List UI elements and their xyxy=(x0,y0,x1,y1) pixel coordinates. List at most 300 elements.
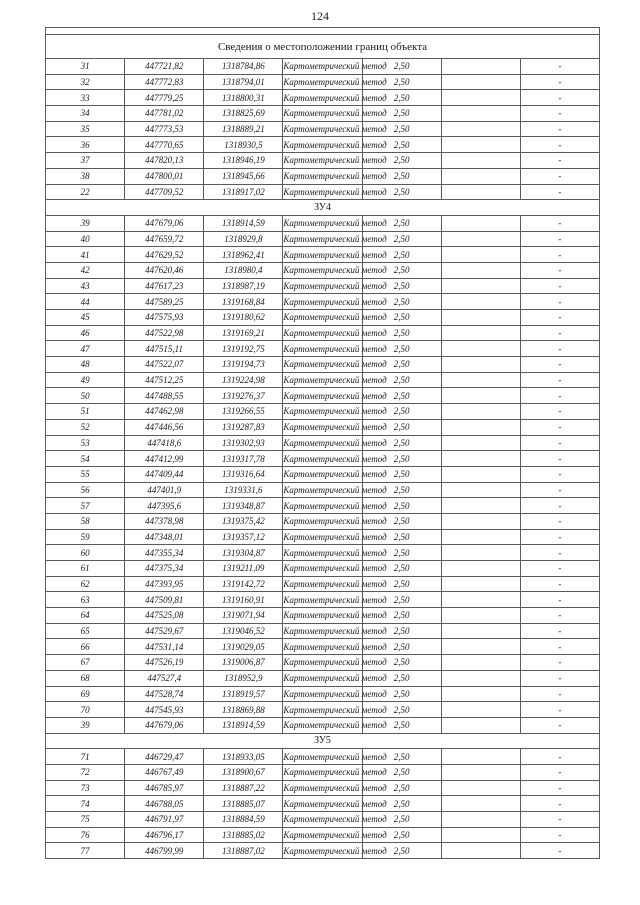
precision-cell: 2,50 xyxy=(362,702,441,718)
description-cell: - xyxy=(520,608,599,624)
table-row xyxy=(46,325,600,341)
method-cell: Картометрический метод xyxy=(283,168,362,184)
x-coordinate-cell: 446729,47 xyxy=(125,749,204,765)
y-coordinate-cell: 1319375,42 xyxy=(204,513,283,529)
x-coordinate-cell: 447531,14 xyxy=(125,639,204,655)
x-coordinate-cell: 447781,02 xyxy=(125,106,204,122)
point-number-cell: 40 xyxy=(46,231,125,247)
x-coordinate-cell: 447395,6 xyxy=(125,498,204,514)
empty-cell xyxy=(441,670,520,686)
point-number-cell: 66 xyxy=(46,639,125,655)
precision-cell: 2,50 xyxy=(362,106,441,122)
empty-cell xyxy=(441,184,520,200)
table-row xyxy=(46,702,600,718)
empty-cell xyxy=(441,435,520,451)
table-row xyxy=(46,529,600,545)
description-cell: - xyxy=(520,780,599,796)
point-number-cell: 53 xyxy=(46,435,125,451)
table-row xyxy=(46,404,600,420)
x-coordinate-cell: 447488,55 xyxy=(125,388,204,404)
point-number-cell: 32 xyxy=(46,74,125,90)
empty-cell xyxy=(441,780,520,796)
table-row xyxy=(46,231,600,247)
y-coordinate-cell: 1319331,6 xyxy=(204,482,283,498)
description-cell: - xyxy=(520,278,599,294)
description-cell: - xyxy=(520,262,599,278)
y-coordinate-cell: 1318900,67 xyxy=(204,764,283,780)
description-cell: - xyxy=(520,451,599,467)
method-cell: Картометрический метод xyxy=(283,545,362,561)
y-coordinate-cell: 1319266,55 xyxy=(204,404,283,420)
precision-cell: 2,50 xyxy=(362,310,441,326)
method-cell: Картометрический метод xyxy=(283,780,362,796)
point-number-cell: 34 xyxy=(46,106,125,122)
y-coordinate-cell: 1319169,21 xyxy=(204,325,283,341)
y-coordinate-cell: 1319142,72 xyxy=(204,576,283,592)
x-coordinate-cell: 447528,74 xyxy=(125,686,204,702)
precision-cell: 2,50 xyxy=(362,121,441,137)
x-coordinate-cell: 446799,99 xyxy=(125,843,204,859)
table-row xyxy=(46,498,600,514)
x-coordinate-cell: 447773,53 xyxy=(125,121,204,137)
empty-cell xyxy=(441,247,520,263)
point-number-cell: 55 xyxy=(46,466,125,482)
precision-cell: 2,50 xyxy=(362,482,441,498)
y-coordinate-cell: 1318887,02 xyxy=(204,843,283,859)
x-coordinate-cell: 447545,93 xyxy=(125,702,204,718)
description-cell: - xyxy=(520,168,599,184)
description-cell: - xyxy=(520,59,599,75)
table-row xyxy=(46,215,600,231)
method-cell: Картометрический метод xyxy=(283,812,362,828)
empty-cell xyxy=(441,153,520,169)
method-cell: Картометрический метод xyxy=(283,498,362,514)
point-number-cell: 51 xyxy=(46,404,125,420)
description-cell: - xyxy=(520,749,599,765)
empty-cell xyxy=(441,545,520,561)
method-cell: Картометрический метод xyxy=(283,137,362,153)
x-coordinate-cell: 446796,17 xyxy=(125,827,204,843)
y-coordinate-cell: 1319192,75 xyxy=(204,341,283,357)
y-coordinate-cell: 1318784,86 xyxy=(204,59,283,75)
table-row xyxy=(46,812,600,828)
description-cell: - xyxy=(520,341,599,357)
x-coordinate-cell: 447589,25 xyxy=(125,294,204,310)
description-cell: - xyxy=(520,827,599,843)
empty-cell xyxy=(441,529,520,545)
method-cell: Картометрический метод xyxy=(283,655,362,671)
table-row xyxy=(46,655,600,671)
point-number-cell: 43 xyxy=(46,278,125,294)
precision-cell: 2,50 xyxy=(362,262,441,278)
precision-cell: 2,50 xyxy=(362,74,441,90)
table-body xyxy=(46,28,600,859)
table-row xyxy=(46,513,600,529)
method-cell: Картометрический метод xyxy=(283,451,362,467)
y-coordinate-cell: 1318946,19 xyxy=(204,153,283,169)
method-cell: Картометрический метод xyxy=(283,670,362,686)
precision-cell: 2,50 xyxy=(362,388,441,404)
method-cell: Картометрический метод xyxy=(283,184,362,200)
empty-cell xyxy=(441,655,520,671)
method-cell: Картометрический метод xyxy=(283,404,362,420)
empty-cell xyxy=(441,451,520,467)
point-number-cell: 67 xyxy=(46,655,125,671)
table-row xyxy=(46,341,600,357)
empty-cell xyxy=(441,419,520,435)
empty-cell xyxy=(441,764,520,780)
y-coordinate-cell: 1319194,73 xyxy=(204,357,283,373)
y-coordinate-cell: 1318917,02 xyxy=(204,184,283,200)
precision-cell: 2,50 xyxy=(362,561,441,577)
description-cell: - xyxy=(520,545,599,561)
method-cell: Картометрический метод xyxy=(283,231,362,247)
table-row xyxy=(46,90,600,106)
table-row xyxy=(46,717,600,733)
table-row xyxy=(46,388,600,404)
table-top-border-row xyxy=(46,28,600,35)
table-row xyxy=(46,419,600,435)
method-cell: Картометрический метод xyxy=(283,59,362,75)
description-cell: - xyxy=(520,247,599,263)
y-coordinate-cell: 1318929,8 xyxy=(204,231,283,247)
y-coordinate-cell: 1318980,4 xyxy=(204,262,283,278)
description-cell: - xyxy=(520,529,599,545)
empty-cell xyxy=(441,215,520,231)
table-row xyxy=(46,764,600,780)
point-number-cell: 50 xyxy=(46,388,125,404)
description-cell: - xyxy=(520,388,599,404)
point-number-cell: 73 xyxy=(46,780,125,796)
empty-cell xyxy=(441,639,520,655)
table-row xyxy=(46,262,600,278)
precision-cell: 2,50 xyxy=(362,341,441,357)
precision-cell: 2,50 xyxy=(362,153,441,169)
table-row xyxy=(46,608,600,624)
x-coordinate-cell: 447800,01 xyxy=(125,168,204,184)
method-cell: Картометрический метод xyxy=(283,106,362,122)
y-coordinate-cell: 1319160,91 xyxy=(204,592,283,608)
method-cell: Картометрический метод xyxy=(283,827,362,843)
precision-cell: 2,50 xyxy=(362,780,441,796)
empty-cell xyxy=(441,325,520,341)
point-number-cell: 58 xyxy=(46,513,125,529)
y-coordinate-cell: 1319317,78 xyxy=(204,451,283,467)
y-coordinate-cell: 1318919,57 xyxy=(204,686,283,702)
empty-cell xyxy=(441,278,520,294)
description-cell: - xyxy=(520,670,599,686)
empty-cell xyxy=(441,561,520,577)
x-coordinate-cell: 447721,82 xyxy=(125,59,204,75)
x-coordinate-cell: 447679,06 xyxy=(125,215,204,231)
precision-cell: 2,50 xyxy=(362,655,441,671)
x-coordinate-cell: 447446,56 xyxy=(125,419,204,435)
empty-cell xyxy=(441,749,520,765)
y-coordinate-cell: 1318889,21 xyxy=(204,121,283,137)
empty-cell xyxy=(441,812,520,828)
method-cell: Картометрический метод xyxy=(283,529,362,545)
point-number-cell: 62 xyxy=(46,576,125,592)
y-coordinate-cell: 1318885,07 xyxy=(204,796,283,812)
y-coordinate-cell: 1319180,62 xyxy=(204,310,283,326)
precision-cell: 2,50 xyxy=(362,812,441,828)
y-coordinate-cell: 1318952,9 xyxy=(204,670,283,686)
description-cell: - xyxy=(520,325,599,341)
description-cell: - xyxy=(520,592,599,608)
precision-cell: 2,50 xyxy=(362,404,441,420)
table-row xyxy=(46,184,600,200)
point-number-cell: 47 xyxy=(46,341,125,357)
table-row xyxy=(46,357,600,373)
y-coordinate-cell: 1318887,22 xyxy=(204,780,283,796)
x-coordinate-cell: 447348,01 xyxy=(125,529,204,545)
precision-cell: 2,50 xyxy=(362,294,441,310)
table-row xyxy=(46,686,600,702)
boundary-coordinates-table xyxy=(45,27,600,859)
empty-cell xyxy=(441,168,520,184)
description-cell: - xyxy=(520,764,599,780)
point-number-cell: 74 xyxy=(46,796,125,812)
empty-cell xyxy=(441,482,520,498)
y-coordinate-cell: 1319348,87 xyxy=(204,498,283,514)
x-coordinate-cell: 447418,6 xyxy=(125,435,204,451)
table-row xyxy=(46,466,600,482)
y-coordinate-cell: 1319029,05 xyxy=(204,639,283,655)
table-row xyxy=(46,278,600,294)
x-coordinate-cell: 447355,34 xyxy=(125,545,204,561)
point-number-cell: 70 xyxy=(46,702,125,718)
y-coordinate-cell: 1318962,41 xyxy=(204,247,283,263)
y-coordinate-cell: 1318930,5 xyxy=(204,137,283,153)
y-coordinate-cell: 1319168,84 xyxy=(204,294,283,310)
point-number-cell: 41 xyxy=(46,247,125,263)
empty-cell xyxy=(441,623,520,639)
description-cell: - xyxy=(520,310,599,326)
precision-cell: 2,50 xyxy=(362,278,441,294)
empty-cell xyxy=(441,513,520,529)
method-cell: Картометрический метод xyxy=(283,796,362,812)
point-number-cell: 54 xyxy=(46,451,125,467)
top-spacer-cell xyxy=(46,28,600,35)
empty-cell xyxy=(441,608,520,624)
precision-cell: 2,50 xyxy=(362,325,441,341)
x-coordinate-cell: 447527,4 xyxy=(125,670,204,686)
table-row xyxy=(46,749,600,765)
x-coordinate-cell: 447772,83 xyxy=(125,74,204,90)
point-number-cell: 39 xyxy=(46,215,125,231)
precision-cell: 2,50 xyxy=(362,168,441,184)
table-row xyxy=(46,561,600,577)
precision-cell: 2,50 xyxy=(362,576,441,592)
method-cell: Картометрический метод xyxy=(283,247,362,263)
method-cell: Картометрический метод xyxy=(283,482,362,498)
description-cell: - xyxy=(520,184,599,200)
table-row xyxy=(46,168,600,184)
y-coordinate-cell: 1319276,37 xyxy=(204,388,283,404)
empty-cell xyxy=(441,310,520,326)
point-number-cell: 44 xyxy=(46,294,125,310)
empty-cell xyxy=(441,388,520,404)
x-coordinate-cell: 447522,98 xyxy=(125,325,204,341)
precision-cell: 2,50 xyxy=(362,419,441,435)
precision-cell: 2,50 xyxy=(362,90,441,106)
precision-cell: 2,50 xyxy=(362,498,441,514)
y-coordinate-cell: 1319302,93 xyxy=(204,435,283,451)
table-row xyxy=(46,137,600,153)
description-cell: - xyxy=(520,74,599,90)
description-cell: - xyxy=(520,513,599,529)
empty-cell xyxy=(441,717,520,733)
table-row xyxy=(46,780,600,796)
precision-cell: 2,50 xyxy=(362,749,441,765)
point-number-cell: 77 xyxy=(46,843,125,859)
precision-cell: 2,50 xyxy=(362,827,441,843)
description-cell: - xyxy=(520,498,599,514)
x-coordinate-cell: 447526,19 xyxy=(125,655,204,671)
x-coordinate-cell: 447529,67 xyxy=(125,623,204,639)
empty-cell xyxy=(441,106,520,122)
empty-cell xyxy=(441,372,520,388)
method-cell: Картометрический метод xyxy=(283,435,362,451)
table-row xyxy=(46,121,600,137)
table-row xyxy=(46,294,600,310)
description-cell: - xyxy=(520,153,599,169)
table-row xyxy=(46,74,600,90)
precision-cell: 2,50 xyxy=(362,764,441,780)
point-number-cell: 72 xyxy=(46,764,125,780)
point-number-cell: 48 xyxy=(46,357,125,373)
x-coordinate-cell: 447515,11 xyxy=(125,341,204,357)
table-row xyxy=(46,827,600,843)
method-cell: Картометрический метод xyxy=(283,843,362,859)
point-number-cell: 33 xyxy=(46,90,125,106)
x-coordinate-cell: 447779,25 xyxy=(125,90,204,106)
description-cell: - xyxy=(520,482,599,498)
precision-cell: 2,50 xyxy=(362,231,441,247)
x-coordinate-cell: 447617,23 xyxy=(125,278,204,294)
method-cell: Картометрический метод xyxy=(283,310,362,326)
x-coordinate-cell: 447409,44 xyxy=(125,466,204,482)
x-coordinate-cell: 447770,65 xyxy=(125,137,204,153)
precision-cell: 2,50 xyxy=(362,592,441,608)
y-coordinate-cell: 1319316,64 xyxy=(204,466,283,482)
method-cell: Картометрический метод xyxy=(283,74,362,90)
precision-cell: 2,50 xyxy=(362,247,441,263)
description-cell: - xyxy=(520,231,599,247)
description-cell: - xyxy=(520,655,599,671)
point-number-cell: 52 xyxy=(46,419,125,435)
empty-cell xyxy=(441,231,520,247)
precision-cell: 2,50 xyxy=(362,184,441,200)
description-cell: - xyxy=(520,357,599,373)
point-number-cell: 42 xyxy=(46,262,125,278)
description-cell: - xyxy=(520,702,599,718)
precision-cell: 2,50 xyxy=(362,137,441,153)
method-cell: Картометрический метод xyxy=(283,513,362,529)
precision-cell: 2,50 xyxy=(362,639,441,655)
precision-cell: 2,50 xyxy=(362,796,441,812)
method-cell: Картометрический метод xyxy=(283,153,362,169)
section-header-row xyxy=(46,733,600,749)
method-cell: Картометрический метод xyxy=(283,592,362,608)
table-row xyxy=(46,545,600,561)
method-cell: Картометрический метод xyxy=(283,341,362,357)
table-row xyxy=(46,576,600,592)
description-cell: - xyxy=(520,294,599,310)
point-number-cell: 64 xyxy=(46,608,125,624)
page-number: 124 xyxy=(311,9,329,23)
precision-cell: 2,50 xyxy=(362,466,441,482)
empty-cell xyxy=(441,796,520,812)
point-number-cell: 61 xyxy=(46,561,125,577)
x-coordinate-cell: 447629,52 xyxy=(125,247,204,263)
method-cell: Картометрический метод xyxy=(283,623,362,639)
description-cell: - xyxy=(520,812,599,828)
method-cell: Картометрический метод xyxy=(283,294,362,310)
empty-cell xyxy=(441,341,520,357)
empty-cell xyxy=(441,702,520,718)
x-coordinate-cell: 447378,98 xyxy=(125,513,204,529)
x-coordinate-cell: 447575,93 xyxy=(125,310,204,326)
description-cell: - xyxy=(520,90,599,106)
table-row xyxy=(46,59,600,75)
description-cell: - xyxy=(520,561,599,577)
method-cell: Картометрический метод xyxy=(283,561,362,577)
precision-cell: 2,50 xyxy=(362,670,441,686)
x-coordinate-cell: 446785,97 xyxy=(125,780,204,796)
x-coordinate-cell: 447679,06 xyxy=(125,717,204,733)
y-coordinate-cell: 1318869,88 xyxy=(204,702,283,718)
description-cell: - xyxy=(520,717,599,733)
section-label: ЗУ5 xyxy=(46,733,600,749)
description-cell: - xyxy=(520,372,599,388)
table-row xyxy=(46,592,600,608)
empty-cell xyxy=(441,357,520,373)
description-cell: - xyxy=(520,404,599,420)
precision-cell: 2,50 xyxy=(362,435,441,451)
y-coordinate-cell: 1318885,02 xyxy=(204,827,283,843)
point-number-cell: 76 xyxy=(46,827,125,843)
x-coordinate-cell: 447509,81 xyxy=(125,592,204,608)
x-coordinate-cell: 446788,05 xyxy=(125,796,204,812)
table-row xyxy=(46,153,600,169)
x-coordinate-cell: 447659,72 xyxy=(125,231,204,247)
x-coordinate-cell: 446767,49 xyxy=(125,764,204,780)
section-header-row xyxy=(46,200,600,216)
empty-cell xyxy=(441,294,520,310)
point-number-cell: 22 xyxy=(46,184,125,200)
x-coordinate-cell: 447462,98 xyxy=(125,404,204,420)
x-coordinate-cell: 447620,46 xyxy=(125,262,204,278)
x-coordinate-cell: 446791,97 xyxy=(125,812,204,828)
section-label: ЗУ4 xyxy=(46,200,600,216)
y-coordinate-cell: 1319211,09 xyxy=(204,561,283,577)
point-number-cell: 35 xyxy=(46,121,125,137)
precision-cell: 2,50 xyxy=(362,608,441,624)
empty-cell xyxy=(441,576,520,592)
description-cell: - xyxy=(520,137,599,153)
precision-cell: 2,50 xyxy=(362,372,441,388)
point-number-cell: 46 xyxy=(46,325,125,341)
empty-cell xyxy=(441,843,520,859)
table-heading-row xyxy=(46,35,600,59)
method-cell: Картометрический метод xyxy=(283,121,362,137)
table-row xyxy=(46,451,600,467)
description-cell: - xyxy=(520,796,599,812)
point-number-cell: 36 xyxy=(46,137,125,153)
y-coordinate-cell: 1318933,05 xyxy=(204,749,283,765)
method-cell: Картометрический метод xyxy=(283,608,362,624)
